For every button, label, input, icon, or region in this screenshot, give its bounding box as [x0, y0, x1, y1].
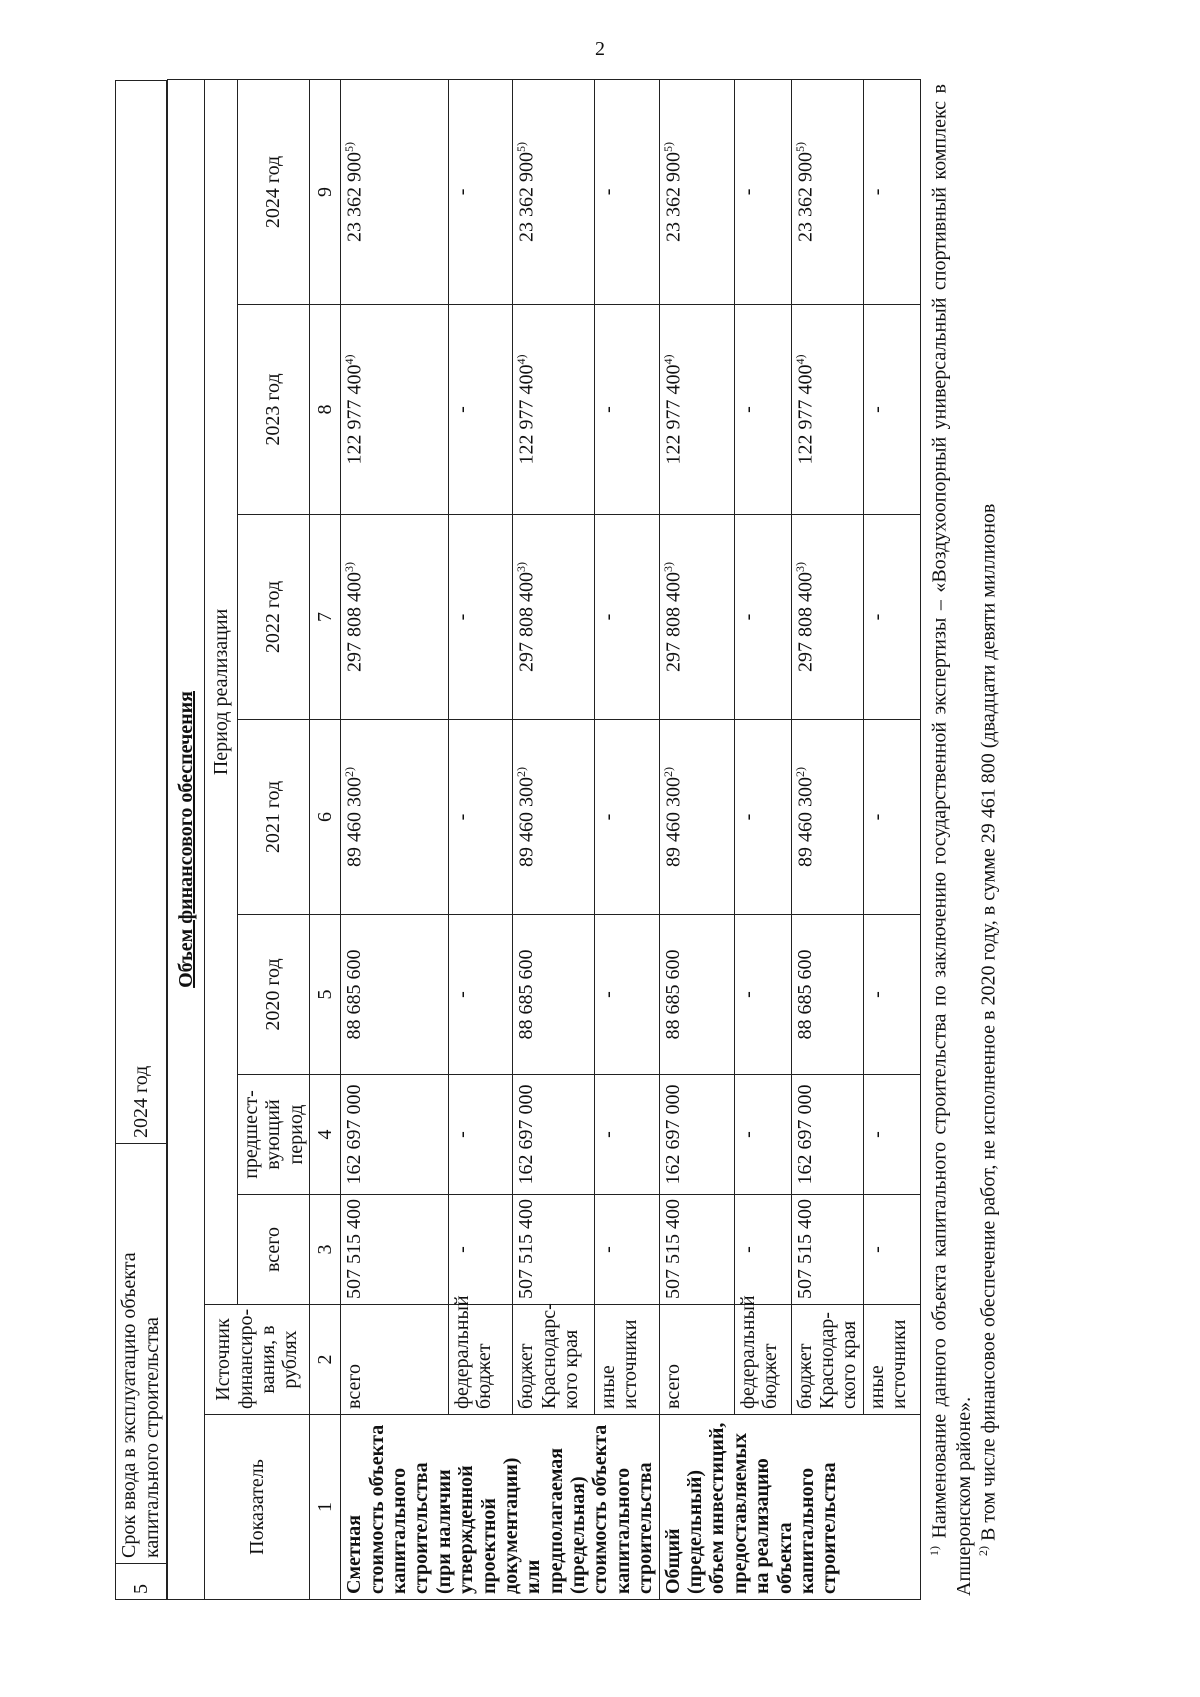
value-text: 297 808 400 [794, 572, 817, 672]
value-cell [513, 515, 595, 720]
value-cell [734, 915, 791, 1075]
value-text: - [597, 188, 620, 196]
column-number: 1 [310, 1415, 341, 1600]
value-text: 89 460 300 [343, 777, 366, 867]
value-text: 507 515 400 [793, 1199, 816, 1299]
value-cell [448, 1195, 513, 1305]
value-text: - [865, 1246, 888, 1253]
indicator-cell: Сметная стоимость объекта капитального строительства (при наличии утвержденной проектной документации) или предполагаемая (предельная) стоимость объекта капитального строительства [341, 1415, 659, 1600]
value-cell [448, 79, 513, 304]
value-cell [341, 305, 449, 515]
footnote-ref: 3) [792, 562, 807, 572]
value-cell [513, 79, 595, 304]
value-text: - [597, 406, 620, 413]
header-column: 2021 год [238, 720, 310, 915]
value-text: 162 697 000 [343, 1084, 366, 1185]
source-cell: бюджет Краснодар-ского края [791, 1305, 863, 1415]
footnote-ref: 5) [514, 141, 529, 152]
column-number: 5 [310, 915, 341, 1075]
source-cell: всего [341, 1305, 449, 1415]
value-text: 88 685 600 [515, 949, 538, 1040]
footnote-mark: 1) [926, 1546, 941, 1556]
value-cell [734, 1195, 791, 1305]
value-text: 507 515 400 [661, 1199, 684, 1299]
value-text: - [865, 406, 888, 413]
column-number: 7 [310, 515, 341, 720]
deadline-table [115, 80, 167, 1600]
value-text: 297 808 400 [343, 572, 366, 672]
value-cell [791, 1195, 863, 1305]
table-title: Объем финансового обеспечения [168, 79, 205, 1599]
value-cell [863, 1195, 920, 1305]
value-text: - [450, 813, 473, 821]
value-text: - [736, 1131, 759, 1138]
header-column: 2024 год [238, 79, 310, 304]
deadline-row-value: 2024 год [116, 81, 167, 1144]
value-text: 297 808 400 [662, 572, 685, 672]
value-cell [448, 515, 513, 720]
value-text: 297 808 400 [515, 572, 538, 672]
header-source: Источник финансиро-вания, в рублях [205, 1305, 310, 1415]
header-period: Период реализации [205, 79, 238, 1304]
footnote-ref: 5) [342, 141, 357, 152]
footnote-ref: 4) [792, 354, 807, 365]
table-row [863, 79, 920, 1599]
value-cell [341, 1195, 449, 1305]
footnote-text: Наименование данного объекта капитального строительства по заключению государственной экспертизы – «Воздухоопорный универсальный спортивный комплекс в Апшеронском районе». [928, 83, 975, 1596]
value-text: 89 460 300 [515, 777, 538, 867]
value-text: 122 977 400 [662, 364, 685, 465]
value-cell [513, 1075, 595, 1195]
value-cell [595, 79, 660, 304]
value-text: 23 362 900 [515, 151, 538, 242]
table-row [595, 79, 660, 1599]
header-column: 2020 год [238, 915, 310, 1075]
value-text: - [736, 188, 759, 196]
source-cell: всего [659, 1305, 734, 1415]
value-text: - [450, 1131, 473, 1138]
rotated-page-content [115, 80, 1195, 1600]
value-cell [513, 305, 595, 515]
value-cell [734, 79, 791, 304]
value-text: - [736, 991, 759, 998]
value-cell [791, 1075, 863, 1195]
column-number: 3 [310, 1195, 341, 1305]
value-text: 507 515 400 [515, 1199, 538, 1299]
value-cell [734, 305, 791, 515]
value-text: 162 697 000 [793, 1084, 816, 1185]
value-text: 122 977 400 [343, 364, 366, 465]
value-text: 507 515 400 [343, 1199, 366, 1299]
footnote-ref: 3) [514, 562, 529, 572]
value-cell [863, 305, 920, 515]
value-cell [659, 720, 734, 915]
value-text: - [865, 991, 888, 998]
table-row [659, 79, 734, 1599]
value-text: - [865, 188, 888, 196]
value-text: - [736, 1246, 759, 1253]
value-cell [734, 515, 791, 720]
value-cell [659, 1195, 734, 1305]
value-cell [659, 515, 734, 720]
value-cell [341, 915, 449, 1075]
footnote-text: В том числе финансовое обеспечение работ, не исполненное в 2020 году, в сумме 29 461 800 (двадцати девяти миллионов [977, 503, 1000, 1541]
value-text: 88 685 600 [661, 949, 684, 1040]
footnotes [921, 80, 1001, 1600]
value-text: - [736, 813, 759, 821]
footnote-ref: 5) [792, 141, 807, 152]
deadline-row-number: 5 [116, 1564, 167, 1600]
source-cell: бюджет Краснодарс-кого края [513, 1305, 595, 1415]
value-text: - [450, 991, 473, 998]
value-cell [863, 515, 920, 720]
value-cell [791, 720, 863, 915]
column-number: 8 [310, 305, 341, 515]
value-cell [341, 79, 449, 304]
value-text: 23 362 900 [662, 151, 685, 242]
column-number: 2 [310, 1305, 341, 1415]
footnote-ref: 2) [792, 767, 807, 777]
deadline-row-label: Срок ввода в эксплуатацию объекта капитального строительства [116, 1144, 167, 1564]
value-text: - [450, 406, 473, 413]
table-row [734, 79, 791, 1599]
header-column: 2023 год [238, 305, 310, 515]
table-row [791, 79, 863, 1599]
source-cell: иные источники [863, 1305, 920, 1415]
value-cell [791, 79, 863, 304]
value-text: 162 697 000 [661, 1084, 684, 1185]
value-cell [595, 915, 660, 1075]
value-text: - [450, 613, 473, 621]
footnote [976, 84, 1001, 1596]
value-cell [513, 915, 595, 1075]
value-cell [659, 1075, 734, 1195]
column-number: 6 [310, 720, 341, 915]
source-cell: федеральный бюджет [448, 1305, 513, 1415]
value-cell [595, 515, 660, 720]
value-cell [734, 720, 791, 915]
value-text: - [865, 613, 888, 621]
value-cell [863, 915, 920, 1075]
value-text: 23 362 900 [343, 151, 366, 242]
value-cell [863, 720, 920, 915]
value-cell [863, 1075, 920, 1195]
value-text: 88 685 600 [793, 949, 816, 1040]
footnote-ref: 4) [660, 354, 675, 365]
footnote-ref: 4) [342, 354, 357, 365]
value-text: 122 977 400 [515, 364, 538, 465]
value-cell [863, 79, 920, 304]
source-cell: иные источники [595, 1305, 660, 1415]
header-column: всего [238, 1195, 310, 1305]
value-cell [595, 720, 660, 915]
value-text: - [865, 1131, 888, 1138]
value-cell [595, 1195, 660, 1305]
value-cell [791, 305, 863, 515]
value-text: - [597, 613, 620, 621]
page-number: 2 [595, 38, 605, 60]
value-cell [341, 720, 449, 915]
value-text: - [597, 1246, 620, 1253]
footnote-ref: 5) [660, 141, 675, 152]
value-cell [595, 1075, 660, 1195]
footnote-ref: 3) [342, 562, 357, 572]
header-indicator: Показатель [205, 1415, 310, 1600]
value-cell [448, 915, 513, 1075]
header-column: 2022 год [238, 515, 310, 720]
value-cell [659, 915, 734, 1075]
value-cell [659, 79, 734, 304]
value-cell [448, 305, 513, 515]
value-cell [341, 1075, 449, 1195]
value-text: - [736, 613, 759, 621]
column-number: 9 [310, 79, 341, 304]
source-cell: федеральный бюджет [734, 1305, 791, 1415]
value-cell [341, 515, 449, 720]
value-cell [734, 1075, 791, 1195]
column-number: 4 [310, 1075, 341, 1195]
footnote-ref: 2) [342, 767, 357, 777]
value-text: 88 685 600 [343, 949, 366, 1040]
value-cell [448, 1075, 513, 1195]
value-text: - [450, 188, 473, 196]
deadline-row [116, 81, 167, 1600]
value-cell [595, 305, 660, 515]
footnote-ref: 2) [514, 767, 529, 777]
value-cell [448, 720, 513, 915]
table-row [341, 79, 449, 1599]
value-text: - [736, 406, 759, 413]
value-cell [513, 1195, 595, 1305]
value-text: 23 362 900 [794, 151, 817, 242]
value-cell [513, 720, 595, 915]
table-row [448, 79, 513, 1599]
table-row [513, 79, 595, 1599]
value-text: 89 460 300 [794, 777, 817, 867]
value-text: - [865, 813, 888, 821]
header-column: предшест-вующий период [238, 1075, 310, 1195]
value-text: - [597, 813, 620, 821]
value-text: - [597, 1131, 620, 1138]
value-text: - [597, 991, 620, 998]
value-cell [659, 305, 734, 515]
financing-table [167, 79, 921, 1600]
column-number-row [310, 79, 341, 1599]
footnote-ref: 3) [660, 562, 675, 572]
footnote [927, 84, 976, 1596]
indicator-cell: Общий (предельный) объем инвестиций, предоставляемых на реализацию объекта капитального строительства [659, 1415, 920, 1600]
footnote-mark: 2) [976, 1546, 991, 1556]
value-cell [791, 515, 863, 720]
footnote-ref: 4) [514, 354, 529, 365]
value-text: 162 697 000 [515, 1084, 538, 1185]
value-text: - [450, 1246, 473, 1253]
value-cell [791, 915, 863, 1075]
value-text: 122 977 400 [794, 364, 817, 465]
value-text: 89 460 300 [662, 777, 685, 867]
footnote-ref: 2) [660, 767, 675, 777]
